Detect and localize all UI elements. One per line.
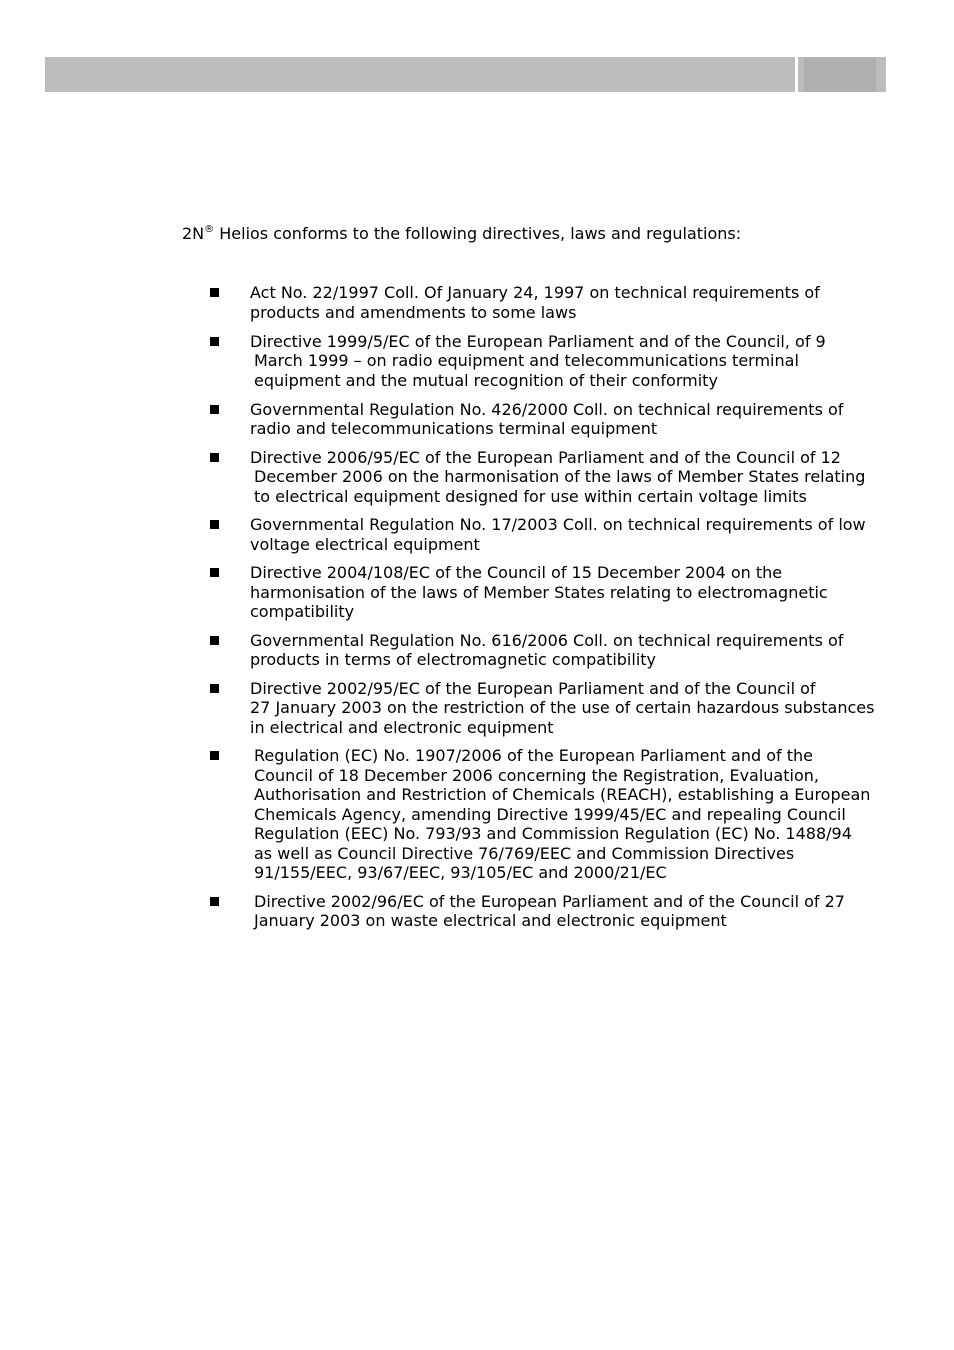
square-bullet-icon <box>210 568 219 577</box>
list-item <box>210 679 890 738</box>
square-bullet-icon <box>210 751 219 760</box>
list-item-line: compatibility <box>250 602 355 621</box>
list-item <box>210 892 890 931</box>
header-tab-inner <box>804 57 876 92</box>
list-item <box>210 746 890 883</box>
header-bar <box>45 57 795 92</box>
list-item <box>210 563 890 622</box>
list-item-line: Directive 1999/5/EC of the European Parliament and of the Council, of 9 <box>250 331 826 351</box>
list-item-line: 91/155/EEC, 93/67/EEC, 93/105/EC and 2000/21/EC <box>254 863 667 882</box>
list-item-line: Authorisation and Restriction of Chemicals (REACH), establishing a European <box>254 785 871 804</box>
list-item-line: Directive 2004/108/EC of the Council of 15 December 2004 on the <box>250 563 783 582</box>
list-item <box>210 515 890 554</box>
intro-text <box>182 224 741 244</box>
list-item-line: Governmental Regulation No. 616/2006 Coll. on technical requirements of <box>250 630 844 650</box>
list-item-line: to electrical equipment designed for use within certain voltage limits <box>254 486 807 506</box>
list-item <box>210 448 890 507</box>
list-item-line: December 2006 on the harmonisation of the laws of Member States relating <box>254 467 866 486</box>
intro-sentence: Helios conforms to the following directives, laws and regulations: <box>214 224 742 243</box>
list-item-line: products and amendments to some laws <box>250 302 577 322</box>
list-item-line: Governmental Regulation No. 17/2003 Coll. on technical requirements of low <box>250 515 866 534</box>
list-item-line: harmonisation of the laws of Member States relating to electromagnetic <box>250 582 828 602</box>
list-item-line: January 2003 on waste electrical and electronic equipment <box>254 911 727 930</box>
list-item-line: as well as Council Directive 76/769/EEC and Commission Directives <box>254 843 795 863</box>
list-item <box>210 283 890 322</box>
list-item-line: Directive 2002/95/EC of the European Parliament and of the Council of <box>250 678 816 698</box>
square-bullet-icon <box>210 684 219 693</box>
square-bullet-icon <box>210 453 219 462</box>
list-item-line: Chemicals Agency, amending Directive 1999/45/EC and repealing Council <box>254 804 846 824</box>
list-item-line: Directive 2006/95/EC of the European Parliament and of the Council of 12 <box>250 447 841 467</box>
list-item-line: Governmental Regulation No. 426/2000 Coll. on technical requirements of <box>250 399 844 419</box>
square-bullet-icon <box>210 636 219 645</box>
list-item-line: Council of 18 December 2006 concerning the Registration, Evaluation, <box>254 765 819 785</box>
list-item-line: equipment and the mutual recognition of their conformity <box>254 370 718 390</box>
list-item <box>210 332 890 391</box>
registered-mark: ® <box>204 224 215 235</box>
square-bullet-icon <box>210 337 219 346</box>
list-item-line: 27 January 2003 on the restriction of the use of certain hazardous substances <box>250 698 875 717</box>
square-bullet-icon <box>210 405 219 414</box>
list-item-line: in electrical and electronic equipment <box>250 717 554 737</box>
list-item <box>210 400 890 439</box>
list-item-line: Act No. 22/1997 Coll. Of January 24, 1997 on technical requirements of <box>250 283 820 302</box>
square-bullet-icon <box>210 897 219 906</box>
list-item-line: radio and telecommunications terminal equipment <box>250 419 658 438</box>
regulations-list <box>210 283 890 940</box>
list-item-line: products in terms of electromagnetic compatibility <box>250 650 656 669</box>
square-bullet-icon <box>210 288 219 297</box>
list-item-line: Regulation (EEC) No. 793/93 and Commission Regulation (EC) No. 1488/94 <box>254 824 852 843</box>
header-tab <box>798 57 886 92</box>
list-item-line: March 1999 – on radio equipment and telecommunications terminal <box>254 351 799 370</box>
list-item-line: voltage electrical equipment <box>250 534 480 554</box>
list-item-line: Directive 2002/96/EC of the European Parliament and of the Council of 27 <box>254 891 845 911</box>
list-item-line: Regulation (EC) No. 1907/2006 of the European Parliament and of the <box>254 746 813 765</box>
intro-brand: 2N <box>182 224 205 243</box>
list-item <box>210 631 890 670</box>
square-bullet-icon <box>210 520 219 529</box>
